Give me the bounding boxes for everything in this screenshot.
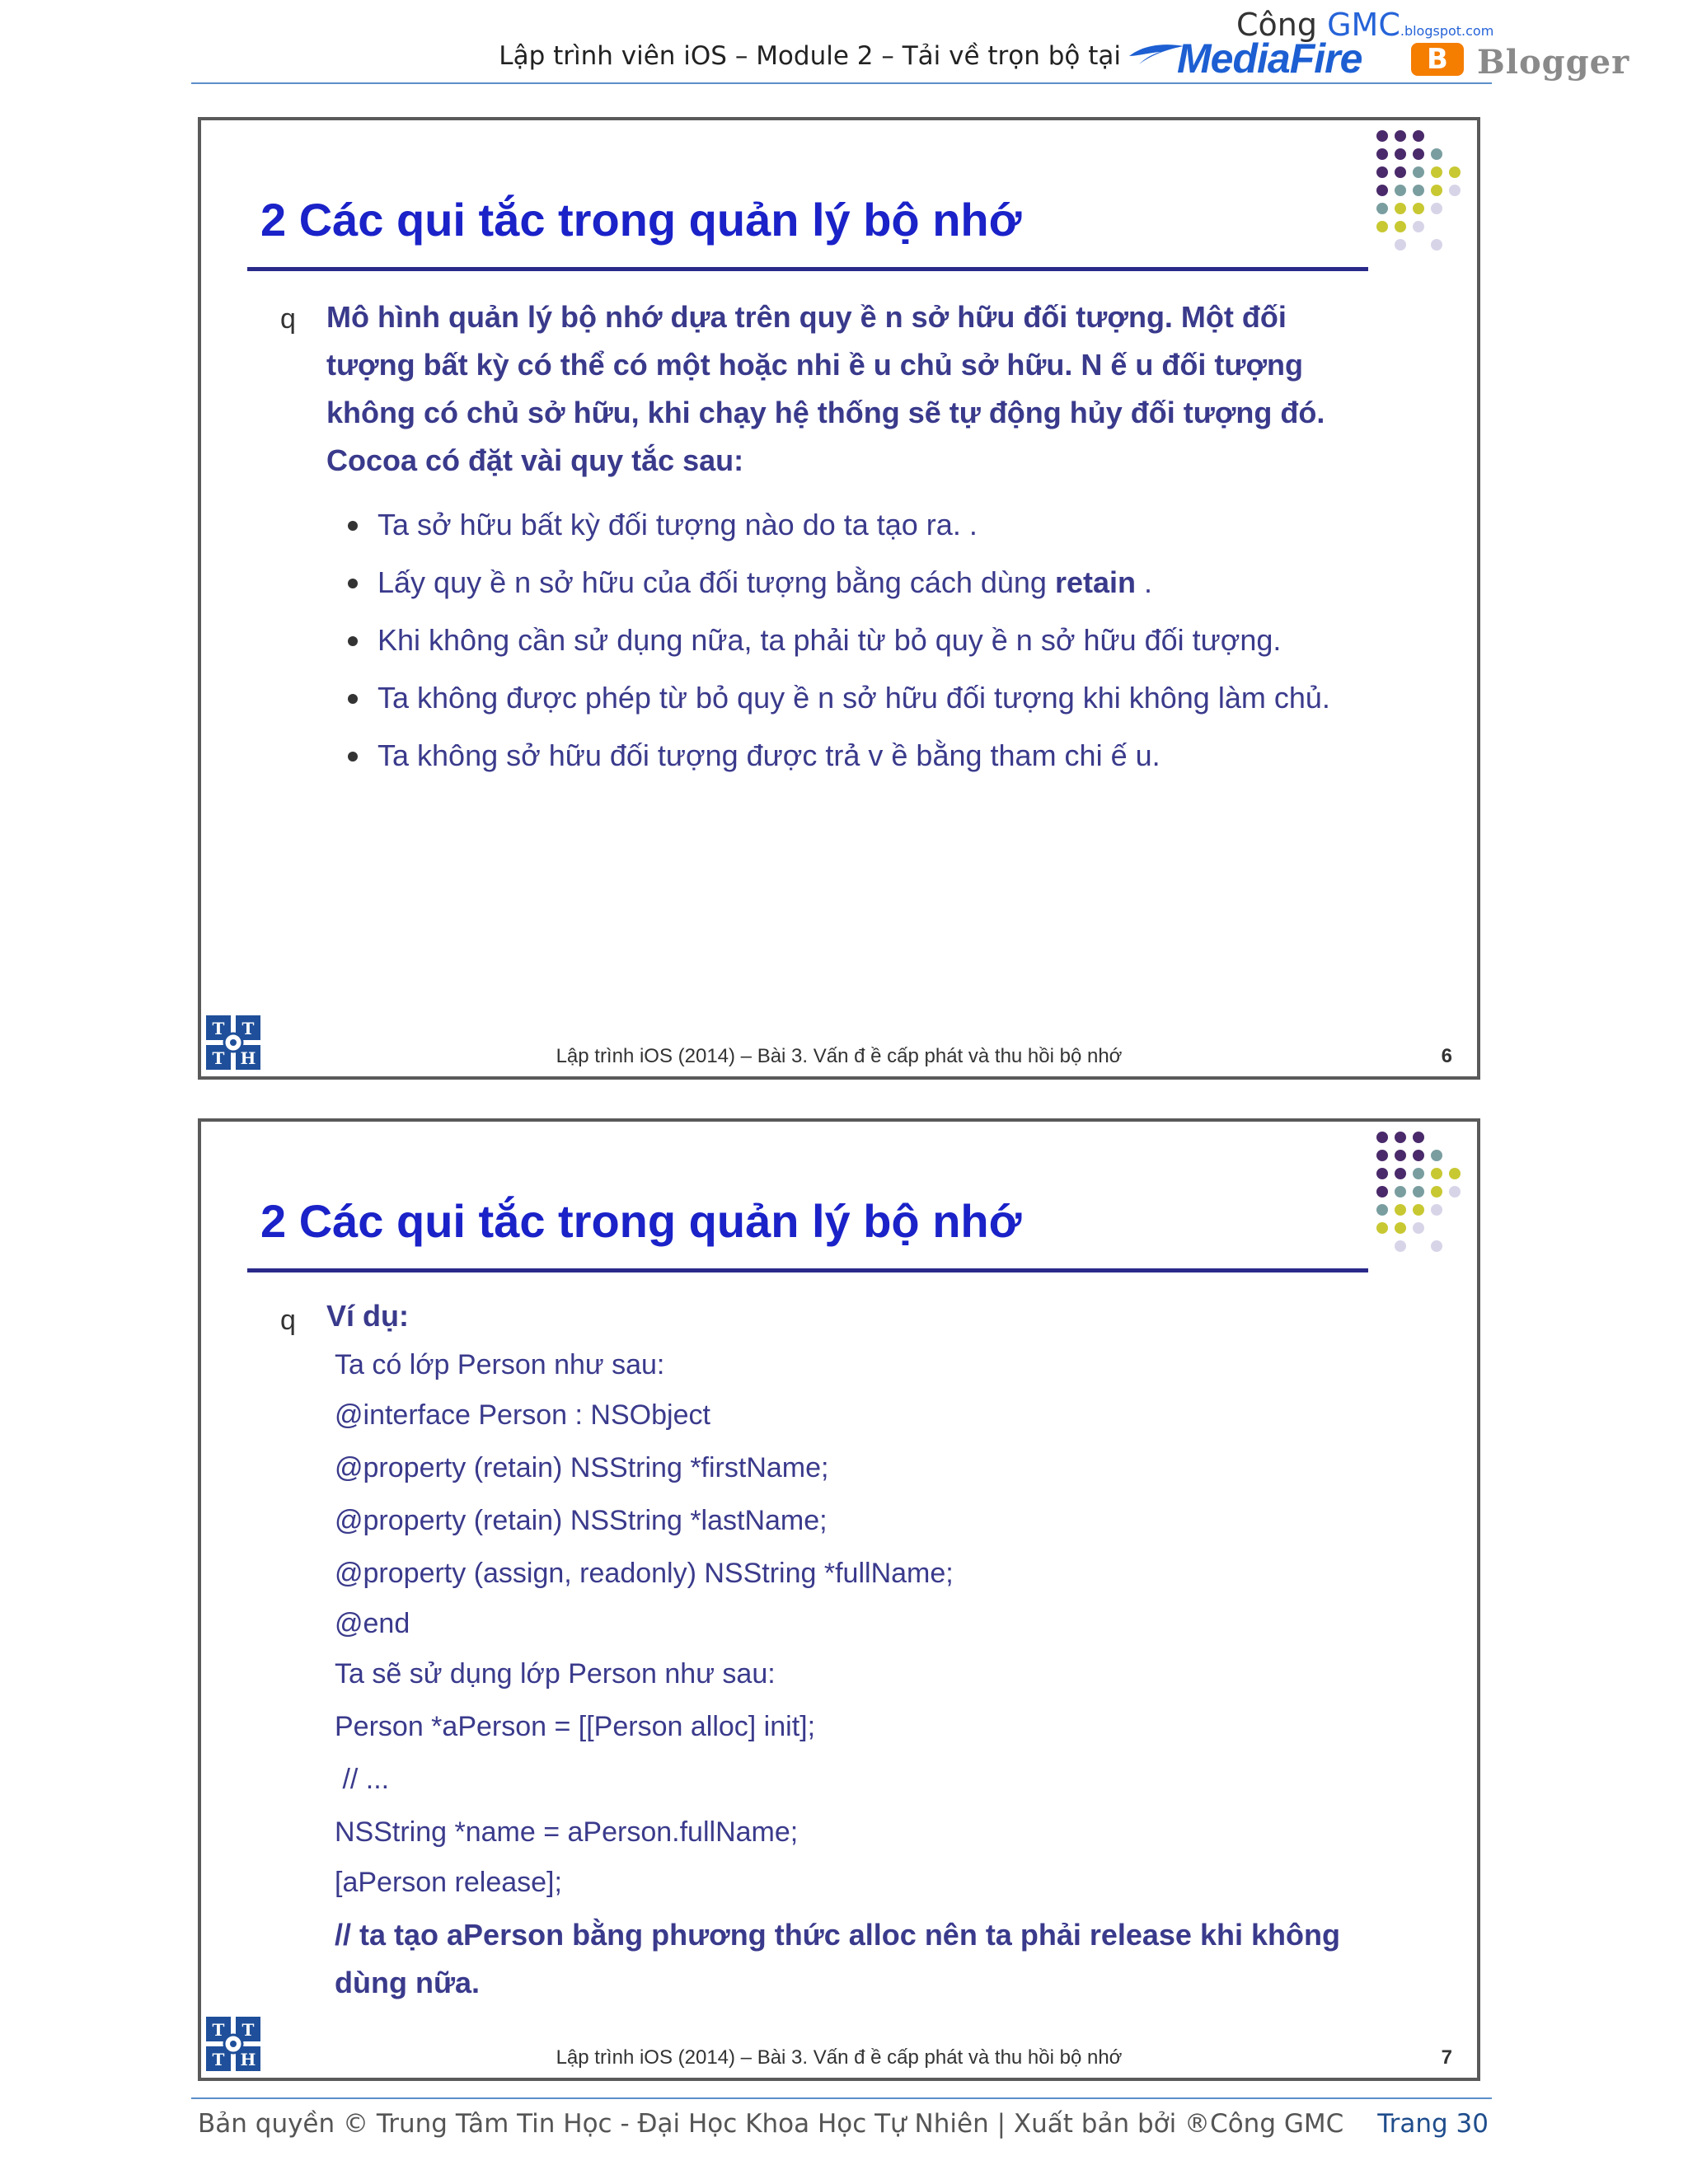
title-underline bbox=[247, 1268, 1368, 1272]
code-comment: // ta tạo aPerson bằng phương thức alloc nên ta phải release khi không dùng nữa. bbox=[335, 1918, 1340, 1999]
list-item: Ta sở hữu bất kỳ đối tượng nào do ta tạo ra. . bbox=[346, 501, 1368, 549]
dot-icon bbox=[1431, 1168, 1442, 1179]
code-line: @end bbox=[335, 1608, 410, 1639]
mediafire-logo[interactable]: MediaFire bbox=[1177, 35, 1362, 82]
dot-icon bbox=[1431, 1204, 1442, 1216]
dot-icon bbox=[1431, 1240, 1442, 1252]
intro-paragraph: Mô hình quản lý bộ nhớ dựa trên quy ề n sở hữu đối tượng. Một đối tượng bất kỳ có thể có một hoặc nhi ề u chủ sở hữu. N ế u đối tượng không có chủ sở hữu, khi chạy hệ thống sẽ tự động hủy đối tượng đó. Cocoa có đặt vài quy tắc sau: bbox=[326, 300, 1325, 477]
code-line: [aPerson release]; bbox=[335, 1867, 562, 1898]
list-item: Ta không được phép từ bỏ quy ề n sở hữu đối tượng khi không làm chủ. bbox=[346, 674, 1368, 722]
dot-icon bbox=[1413, 1186, 1424, 1197]
dot-icon bbox=[1395, 130, 1406, 142]
slide-6 bbox=[198, 117, 1480, 1080]
code-line: @interface Person : NSObject bbox=[335, 1399, 710, 1431]
dot-icon bbox=[1376, 1186, 1388, 1197]
copyright-text: Bản quyền © Trung Tâm Tin Học - Đại Học Khoa Học Tự Nhiên | Xuất bản bởi ®Công GMC bbox=[198, 2109, 1344, 2139]
dot-icon bbox=[1413, 185, 1424, 196]
slide-footer: Lập trình iOS (2014) – Bài 3. Vấn đ ề cấp phát và thu hồi bộ nhớ bbox=[556, 2046, 1123, 2069]
dot-icon bbox=[1395, 1240, 1406, 1252]
dot-icon bbox=[1413, 221, 1424, 232]
dot-icon bbox=[1431, 203, 1442, 214]
rules-list bbox=[346, 501, 1368, 790]
decorative-dots-icon bbox=[1376, 1132, 1467, 1272]
code-line: // ... bbox=[335, 1764, 390, 1795]
dot-icon bbox=[1395, 1132, 1406, 1143]
slide-footer: Lập trình iOS (2014) – Bài 3. Vấn đ ề cấp phát và thu hồi bộ nhớ bbox=[556, 1045, 1123, 1067]
dot-icon bbox=[1376, 221, 1388, 232]
dot-icon bbox=[1376, 166, 1388, 178]
dot-icon bbox=[1376, 1222, 1388, 1234]
dot-icon bbox=[1395, 1168, 1406, 1179]
brand-gmc: GMC bbox=[1327, 7, 1400, 43]
dot-icon bbox=[1431, 1186, 1442, 1197]
dot-icon bbox=[1449, 1186, 1461, 1197]
code-line: NSString *name = aPerson.fullName; bbox=[335, 1816, 799, 1848]
dot-icon bbox=[1376, 1132, 1388, 1143]
dot-icon bbox=[1431, 185, 1442, 196]
code-line: @property (retain) NSString *firstName; bbox=[335, 1452, 829, 1483]
brand-domain: .blogspot.com bbox=[1400, 23, 1494, 39]
dot-icon bbox=[1376, 148, 1388, 160]
dot-icon bbox=[1413, 166, 1424, 178]
dot-icon bbox=[1395, 1222, 1406, 1234]
dot-icon bbox=[1413, 130, 1424, 142]
dot-icon bbox=[1376, 1204, 1388, 1216]
dot-icon bbox=[1395, 1186, 1406, 1197]
dot-icon bbox=[1449, 1168, 1461, 1179]
dot-icon bbox=[1431, 148, 1442, 160]
dot-icon bbox=[1376, 130, 1388, 142]
dot-icon bbox=[1395, 185, 1406, 196]
header-title: Lập trình viên iOS – Module 2 – Tải về trọn bộ tại bbox=[499, 41, 1121, 71]
dot-icon bbox=[1376, 203, 1388, 214]
dot-icon bbox=[1395, 239, 1406, 251]
page-header bbox=[0, 0, 1688, 82]
dot-icon bbox=[1413, 1150, 1424, 1161]
dot-icon bbox=[1413, 1204, 1424, 1216]
svg-text:T: T bbox=[212, 1048, 225, 1068]
dot-icon bbox=[1413, 148, 1424, 160]
dot-icon bbox=[1413, 1222, 1424, 1234]
svg-text:H: H bbox=[240, 2050, 256, 2069]
example-heading: Ví dụ: bbox=[326, 1299, 409, 1333]
q-bullet-marker: q bbox=[280, 1305, 296, 1336]
q-bullet-marker: q bbox=[280, 303, 296, 335]
dot-icon bbox=[1395, 148, 1406, 160]
svg-text:T: T bbox=[241, 2020, 255, 2040]
svg-text:T: T bbox=[241, 1019, 255, 1038]
footer-divider bbox=[191, 2097, 1492, 2099]
dot-icon bbox=[1395, 1150, 1406, 1161]
blogger-logo[interactable]: Blogger bbox=[1477, 43, 1630, 82]
svg-text:T: T bbox=[212, 2050, 225, 2069]
page-footer bbox=[191, 2097, 1492, 2147]
list-item: Ta không sở hữu đối tượng được trả v ề bằng tham chi ế u. bbox=[346, 732, 1368, 780]
code-line: @property (retain) NSString *lastName; bbox=[335, 1505, 828, 1536]
code-line: @property (assign, readonly) NSString *fullName; bbox=[335, 1558, 954, 1589]
dot-icon bbox=[1395, 166, 1406, 178]
page-number: Trang 30 bbox=[1377, 2109, 1489, 2139]
dot-icon bbox=[1376, 1150, 1388, 1161]
title-underline bbox=[247, 267, 1368, 271]
dot-icon bbox=[1395, 1204, 1406, 1216]
code-example bbox=[335, 1341, 1365, 2007]
list-item: Khi không cần sử dụng nữa, ta phải từ bỏ quy ề n sở hữu đối tượng. bbox=[346, 616, 1368, 664]
dot-icon bbox=[1449, 185, 1461, 196]
code-line: Ta có lớp Person như sau: bbox=[335, 1349, 665, 1380]
dot-icon bbox=[1395, 221, 1406, 232]
svg-text:H: H bbox=[240, 1048, 256, 1068]
header-divider bbox=[191, 82, 1492, 84]
brand-cong: Công bbox=[1236, 7, 1317, 43]
dot-icon bbox=[1376, 185, 1388, 196]
blogger-icon[interactable]: B bbox=[1411, 43, 1464, 76]
slide-title: 2 Các qui tắc trong quản lý bộ nhớ bbox=[260, 194, 1022, 246]
dot-icon bbox=[1431, 166, 1442, 178]
dot-icon bbox=[1431, 239, 1442, 251]
dot-icon bbox=[1449, 166, 1461, 178]
code-line: Person *aPerson = [[Person alloc] init]; bbox=[335, 1711, 816, 1742]
dot-icon bbox=[1376, 1168, 1388, 1179]
dot-icon bbox=[1413, 1168, 1424, 1179]
dot-icon bbox=[1413, 1132, 1424, 1143]
dot-icon bbox=[1431, 1150, 1442, 1161]
slide-number: 6 bbox=[1441, 1045, 1452, 1067]
slide-title: 2 Các qui tắc trong quản lý bộ nhớ bbox=[260, 1195, 1022, 1247]
list-item: Lấy quy ề n sở hữu của đối tượng bằng cách dùng retain . bbox=[346, 559, 1368, 607]
slide-7 bbox=[198, 1118, 1480, 2081]
dot-icon bbox=[1395, 203, 1406, 214]
dot-icon bbox=[1413, 203, 1424, 214]
svg-text:T: T bbox=[212, 2020, 225, 2040]
decorative-dots-icon bbox=[1376, 130, 1467, 270]
code-line: Ta sẽ sử dụng lớp Person như sau: bbox=[335, 1658, 776, 1690]
svg-text:T: T bbox=[212, 1019, 225, 1038]
slide-number: 7 bbox=[1441, 2046, 1452, 2069]
